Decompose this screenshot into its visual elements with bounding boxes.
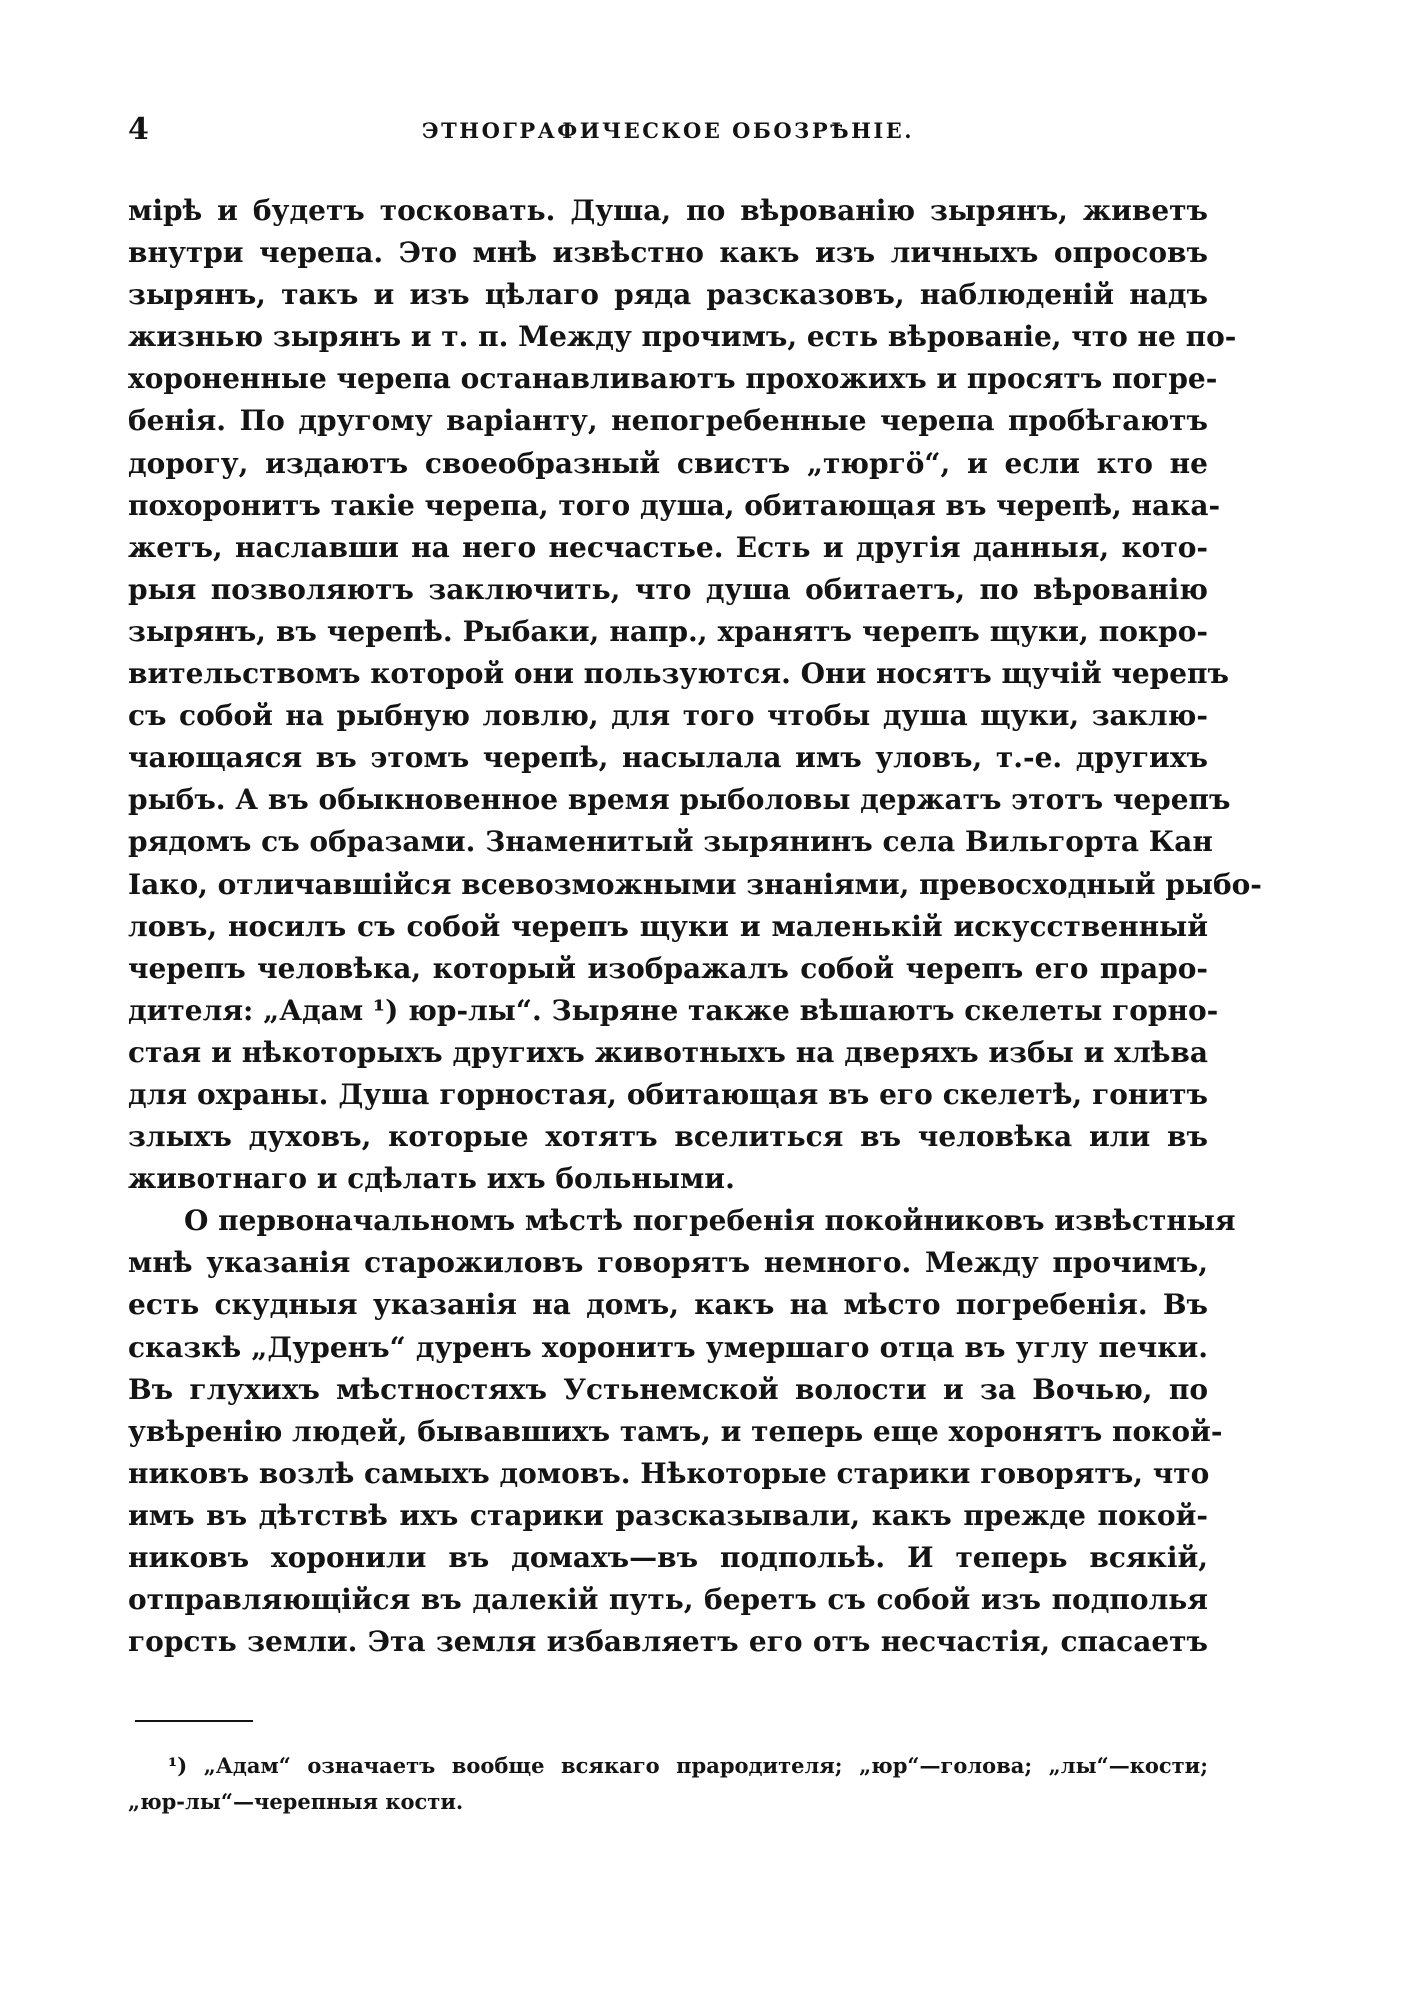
text-line: рядомъ съ образами. Знаменитый зырянинъ села Вильгорта Кан [128,825,1213,859]
text-line: внутри черепа. Это мнѣ извѣстно какъ изъ личныхъ опросовъ [128,236,1208,270]
footnote-divider [135,1720,253,1722]
text-line: рыя позволяютъ заключить, что душа обитаетъ, по вѣрованію [128,572,1208,606]
text-line: жизнью зырянъ и т. п. Между прочимъ, есть вѣрованіе, что не по- [128,320,1237,354]
footnote-line: „юр-лы“—черепныя кости. [128,1789,464,1814]
footnote-line: ¹) „Адам“ означаетъ вообще всякаго прародителя; „юр“—голова; „лы“—кости; [168,1753,1208,1778]
text-line: отправляющійся въ далекій путь, беретъ съ собой изъ подполья [128,1583,1208,1617]
text-line: Въ глухихъ мѣстностяхъ Устьнемской волости и за Вочью, по [128,1372,1208,1406]
text-line: бенія. По другому варіанту, непогребенные черепа пробѣгаютъ [128,404,1208,438]
text-line: похоронитъ такіе черепа, того душа, обитающая въ черепѣ, нака- [128,488,1221,522]
running-title: ЭТНОГРАФИЧЕСКОЕ ОБОЗРѢНІЕ. [421,118,915,143]
text-line: мірѣ и будетъ тосковать. Душа, по вѣрованію зырянъ, живетъ [128,194,1208,227]
text-line: ловъ, носилъ съ собой черепъ щуки и маленькій искусственный [128,909,1208,943]
text-line: дорогу, издаютъ своеобразный свистъ „тюргö“, и если кто не [128,446,1208,480]
text-line: мнѣ указанія старожиловъ говорятъ немного. Между прочимъ, [128,1246,1208,1280]
text-line: сказкѣ „Дуренъ“ дуренъ хоронитъ умершаго отца въ углу печки. [128,1330,1208,1364]
page-header [128,112,1208,152]
text-line: имъ въ дѣтствѣ ихъ старики разсказывали, какъ прежде покой- [128,1498,1208,1532]
text-line: стая и нѣкоторыхъ другихъ животныхъ на дверяхъ избы и хлѣва [128,1035,1208,1069]
text-line: вительствомъ которой они пользуются. Они носятъ щучій черепъ [128,657,1230,691]
text-line: съ собой на рыбную ловлю, для того чтобы душа щуки, заклю- [128,699,1208,733]
footnotes [128,1748,1208,1820]
text-line: злыхъ духовъ, которые хотятъ вселиться въ человѣка или въ [128,1120,1208,1154]
text-line: никовъ возлѣ самыхъ домовъ. Нѣкоторые старики говорятъ, что [128,1456,1210,1490]
text-line: черепъ человѣка, который изображалъ собой черепъ его праро- [128,951,1208,985]
text-line: Іако, отличавшійся всевозможными знаніями, превосходный рыбо- [128,867,1262,901]
main-text [128,190,1262,1663]
text-line: горсть земли. Эта земля избавляетъ его отъ несчастія, спасаетъ [128,1625,1208,1659]
text-line: О первоначальномъ мѣстѣ погребенія покойниковъ извѣстныя [184,1204,1236,1238]
text-line: рыбъ. А въ обыкновенное время рыболовы держатъ этотъ черепъ [128,783,1231,817]
text-line: зырянъ, въ черепѣ. Рыбаки, напр., хранятъ черепъ щуки, покро- [128,614,1208,648]
text-line: зырянъ, такъ и изъ цѣлаго ряда разсказовъ, наблюденій надъ [128,278,1208,312]
text-line: никовъ хоронили въ домахъ—въ подпольѣ. И теперь всякій, [128,1541,1208,1574]
text-line: животнаго и сдѣлать ихъ больными. [128,1162,735,1196]
text-line: для охраны. Душа горностая, обитающая въ его скелетѣ, гонитъ [128,1077,1208,1111]
text-line: дителя: „Адам ¹) юр-лы“. Зыряне также вѣшаютъ скелеты горно- [128,993,1219,1027]
text-line: увѣренію людей, бывавшихъ тамъ, и теперь еще хоронятъ покой- [128,1414,1223,1448]
text-line: хороненные черепа останавливаютъ прохожихъ и просятъ погре- [128,362,1218,396]
page-number: 4 [128,112,149,147]
text-line: жетъ, наславши на него несчастье. Есть и другія данныя, кото- [128,530,1208,564]
text-line: есть скудныя указанія на домъ, какъ на мѣсто погребенія. Въ [128,1288,1208,1322]
text-line: чающаяся въ этомъ черепѣ, насылала имъ уловъ, т.-е. другихъ [128,741,1208,775]
